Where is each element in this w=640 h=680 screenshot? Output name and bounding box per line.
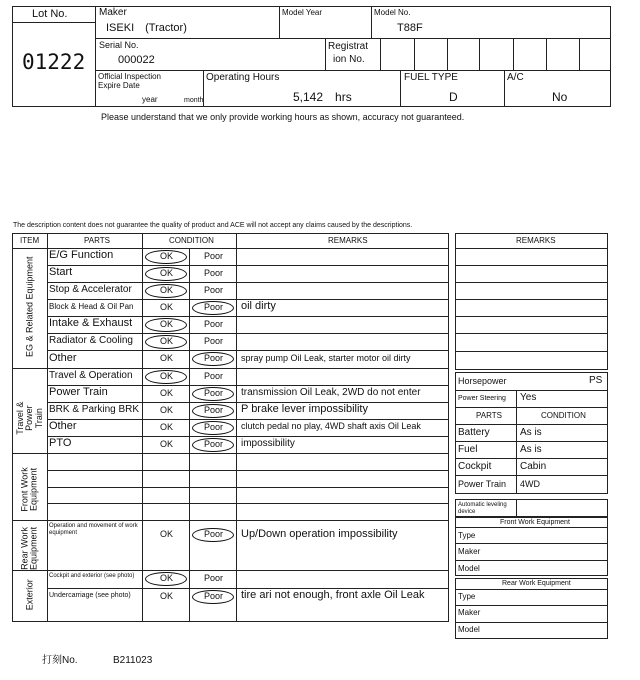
poor-option: Poor (204, 318, 224, 329)
poor-selected-circle (192, 387, 234, 401)
lot-number: 01222 (22, 50, 86, 74)
power-train-value: 4WD (520, 479, 540, 489)
month-label: month (184, 97, 204, 104)
ok-option: OK (160, 404, 174, 415)
front-work-header: Front Work Equipment (500, 519, 570, 526)
ac-value: No (552, 90, 568, 104)
registration-label-1: Registrat (328, 41, 369, 52)
ok-selected-circle (145, 572, 187, 586)
row-divider (47, 419, 449, 420)
poor-option: Poor (204, 267, 224, 278)
cockpit-value: Cabin (520, 461, 547, 472)
poor-option: Poor (204, 387, 224, 398)
poor-selected-circle (192, 528, 234, 542)
ok-selected-circle (145, 284, 187, 298)
part-name: Stop & Accelerator (49, 283, 132, 295)
poor-option: Poor (204, 590, 224, 601)
remark-text: oil dirty (241, 300, 276, 312)
front-maker-label: Maker (458, 547, 481, 556)
auto-level-label-1: Automatic leveling (458, 502, 507, 508)
ok-option: OK (160, 335, 174, 346)
model-no-value: T88F (397, 22, 423, 34)
row-divider (47, 470, 449, 471)
model-year-label: Model Year (282, 8, 323, 17)
rear-model-label: Model (458, 625, 480, 634)
fuel-value: As is (520, 444, 542, 455)
stamp-label: 打刻No. (42, 655, 78, 666)
operating-hours-value: 5,142 hrs (293, 90, 352, 104)
group-travel-power-text: Travel & Power Train (14, 401, 44, 435)
remark-text: spray pump Oil Leak, starter motor oil dirty (241, 352, 411, 363)
lot-label: Lot No. (32, 8, 68, 20)
poor-option: Poor (204, 250, 224, 261)
serial-label: Serial No. (99, 40, 139, 50)
row-divider (47, 520, 449, 521)
row-divider (47, 453, 449, 454)
power-train-label: Power Train (458, 479, 507, 489)
condition-header: CONDITION (541, 411, 586, 420)
poor-selected-circle (192, 301, 234, 315)
header-condition: CONDITION (169, 236, 214, 245)
ok-selected-circle (145, 335, 187, 349)
poor-option: Poor (204, 370, 224, 381)
year-label: year (142, 95, 158, 104)
remark-text: P brake lever impossibility (241, 403, 368, 415)
row-divider (47, 265, 449, 266)
operating-hours-label: Operating Hours (206, 72, 280, 83)
rear-type-label: Type (458, 592, 476, 601)
group-rear-work (21, 522, 40, 574)
part-name: Radiator & Cooling (49, 334, 133, 346)
header-item: ITEM (20, 236, 40, 245)
fuel-label: Fuel (458, 444, 478, 455)
battery-label: Battery (458, 427, 490, 438)
poor-selected-circle (192, 421, 234, 435)
part-name: Undercarriage (see photo) (49, 592, 131, 599)
poor-option: Poor (204, 301, 224, 312)
poor-selected-circle (192, 352, 234, 366)
row-divider (47, 282, 449, 283)
power-steering-label: Power Steering (458, 395, 506, 402)
group-front-work-text: Front Work Equipment (19, 467, 39, 512)
part-name: Block & Head & Oil Pan (49, 301, 134, 311)
poor-option: Poor (204, 353, 224, 363)
inspection-label-2: Expire Date (98, 81, 140, 90)
remark-text: clutch pedal no play, 4WD shaft axis Oil Leak (241, 421, 421, 431)
row-divider (47, 436, 449, 437)
ok-option: OK (160, 267, 174, 278)
poor-option: Poor (204, 421, 224, 432)
group-eg-related: EG & Related Equipment (24, 256, 35, 357)
ok-option: OK (160, 573, 174, 583)
ac-label: A/C (507, 72, 524, 83)
remarks-header: REMARKS (516, 236, 556, 245)
ok-option: OK (160, 301, 174, 312)
part-name: E/G Function (49, 249, 114, 261)
group-front-work (21, 455, 40, 523)
poor-selected-circle (192, 404, 234, 418)
part-name: Other (49, 351, 77, 364)
auto-level-label-2: device (458, 509, 476, 515)
row-divider (47, 350, 449, 351)
ok-selected-circle (145, 267, 187, 281)
remarks-panel (455, 233, 608, 370)
remark-text: tire ari not enough, front axle Oil Leak (241, 589, 425, 601)
horsepower-unit: PS (589, 375, 603, 386)
hours-note: Please understand that we only provide working hours as shown, accuracy not guaranteed. (101, 112, 465, 122)
remark-text: impossibility (241, 437, 295, 449)
part-name: Travel & Operation (49, 369, 133, 381)
remark-text: transmission Oil Leak, 2WD do not enter (241, 386, 421, 398)
ok-option: OK (160, 353, 174, 363)
poor-option: Poor (204, 438, 224, 449)
power-steering-value: Yes (520, 392, 537, 403)
registration-label-2: ion No. (333, 54, 365, 65)
stamp-value: B211023 (113, 655, 153, 666)
front-type-label: Type (458, 531, 476, 540)
inspection-label-1: Official Inspection (98, 72, 161, 81)
fuel-type-value: D (449, 90, 458, 104)
part-name: Start (49, 266, 73, 278)
row-divider (47, 503, 449, 504)
ok-option: OK (160, 284, 174, 295)
poor-selected-circle (192, 438, 234, 452)
poor-option: Poor (204, 404, 224, 415)
cockpit-label: Cockpit (458, 461, 492, 472)
ok-selected-circle (145, 250, 187, 264)
ok-option: OK (160, 250, 174, 261)
ok-selected-circle (145, 318, 187, 332)
part-name: PTO (49, 437, 72, 449)
ok-option: OK (160, 387, 174, 398)
header-parts: PARTS (84, 236, 110, 245)
group-exterior: Exterior (24, 579, 35, 611)
ok-option: OK (160, 438, 174, 449)
part-name: Cockpit and exterior (see photo) (49, 573, 135, 579)
header-remarks: REMARKS (328, 236, 368, 245)
poor-option: Poor (204, 573, 224, 583)
part-name: Intake & Exhaust (49, 317, 133, 329)
row-divider (47, 570, 449, 571)
disclaimer: The description content does not guarantee the quality of product and ACE will not accept any claims caused by the descriptions. (13, 222, 413, 229)
ok-option: OK (160, 318, 174, 329)
part-name: Other (49, 420, 77, 432)
poor-selected-circle (192, 590, 234, 604)
parts-header: PARTS (476, 411, 502, 420)
maker-value: ISEKI (Tractor) (106, 22, 187, 34)
group-travel-power (16, 376, 44, 460)
part-name: BRK & Parking BRK (49, 403, 140, 415)
horsepower-label: Horsepower (458, 376, 507, 386)
rear-work-header: Rear Work Equipment (502, 580, 571, 587)
poor-option: Poor (204, 529, 224, 539)
ok-option: OK (160, 421, 174, 432)
part-name: Operation and movement of work equipment (49, 523, 138, 537)
row-divider (47, 333, 449, 334)
battery-value: As is (520, 427, 542, 438)
row-divider (47, 487, 449, 488)
model-no-label: Model No. (374, 8, 411, 17)
remark-text: Up/Down operation impossibility (241, 527, 398, 540)
group-rear-work-text: Rear Work Equipment (19, 526, 39, 570)
rear-maker-label: Maker (458, 608, 481, 617)
poor-option: Poor (204, 335, 224, 346)
row-divider (47, 368, 449, 369)
ok-option: OK (160, 529, 174, 539)
fuel-type-label: FUEL TYPE (404, 72, 458, 83)
maker-label: Maker (99, 7, 127, 18)
ok-option: OK (160, 590, 174, 601)
poor-option: Poor (204, 284, 224, 295)
ok-selected-circle (145, 370, 187, 384)
front-model-label: Model (458, 564, 480, 573)
part-name: Power Train (49, 386, 108, 398)
ok-option: OK (160, 370, 174, 381)
serial-value: 000022 (118, 54, 155, 66)
